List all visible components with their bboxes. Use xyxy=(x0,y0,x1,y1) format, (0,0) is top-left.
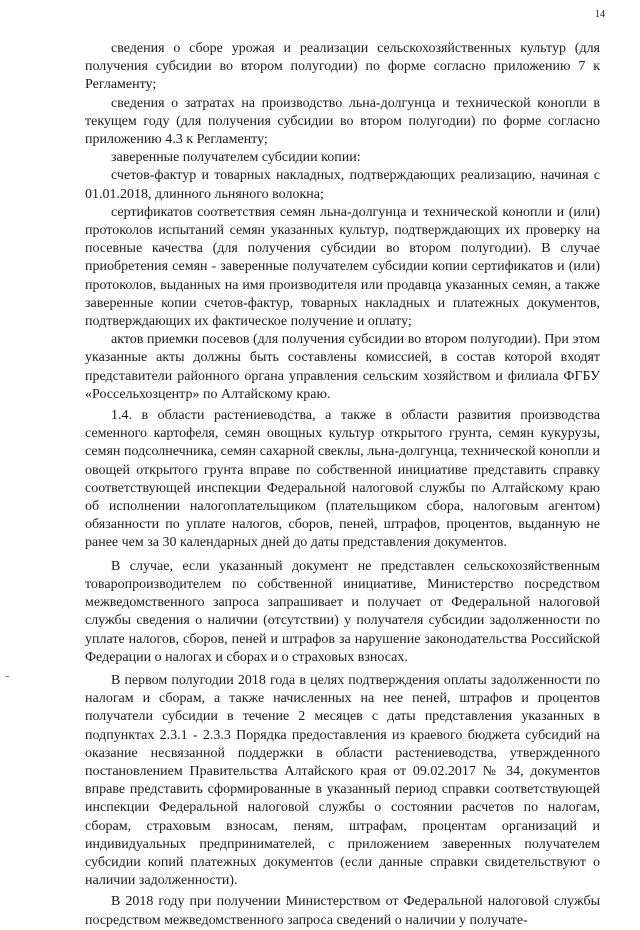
paragraph-invoices: счетов-фактур и товарных накладных, подтверждающих реализацию, начиная с 01.01.2018, длинного льняного волокна; xyxy=(85,168,600,202)
paragraph-flax-costs: сведения о затратах на производство льна-долгунца и технической конопли в текущем году (для получения субсидии во втором полугодии) по форме согласно приложению 4.3 к Регламенту; xyxy=(85,95,600,148)
margin-mark xyxy=(5,676,9,677)
paragraph-interagency-request: В случае, если указанный документ не представлен сельскохозяйственным товаропроизводителем по собственной инициативе, Министерство посредством межведомственного запроса запрашивает и получает от Федеральной налоговой службы сведения о наличии (отсутствии) у получателя субсидии задолженности по уплате налогов, сборов, пеней и штрафов за нарушение законодательства Российской Федерации о налогах и сборах и о страховых взносах. xyxy=(85,558,600,665)
paragraph-crop-acceptance: актов приемки посевов (для получения субсидии во втором полугодии). При этом указанные акты должны быть составлены комиссией, в состав которой входят представители районного органа управления сельским хозяйством и филиала ФГБУ «Россельхозцентр» по Алтайскому краю. xyxy=(85,332,600,402)
paragraph-first-half-2018: В первом полугодии 2018 года в целях подтверждения оплаты задолженности по налогам и сборам, а также начисленных на нее пеней, штрафов и процентов получатели субсидии в течение 2 месяцев с даты представления указанных в подпунктах 2.3.1 - 2.3.3 Порядка предоставления из краевого бюджета субсидий на оказание несвязанной поддержки в области растениеводства, утвержденного постановлением Правительства Алтайского края от 09.02.2017 № 34, документов вправе представить сформированные в указанный период справки соответствующей инспекции Федеральной налоговой службы о состоянии расчетов по налогам, сборам, страховым взносам, пеням, штрафам, процентам организаций и индивидуальных предпринимателей, с приложением заверенных получателем субсидии копий платежных документов (если данные справки свидетельствуют о наличии задолженности). xyxy=(85,672,600,889)
document-body xyxy=(85,40,600,930)
page-number: 14 xyxy=(595,9,605,20)
paragraph-harvest-info: сведения о сборе урожая и реализации сельскохозяйственных культур (для получения субсидии во втором полугодии) по форме согласно приложению 7 к Регламенту; xyxy=(85,41,600,93)
paragraph-certified-copies: заверенные получателем субсидии копии: xyxy=(111,150,361,166)
paragraph-2018-tax-service: В 2018 году при получении Министерством от Федеральной налоговой службы посредством межведомственного запроса сведений о наличии у получате- xyxy=(85,894,600,928)
paragraph-seed-certificates: сертификатов соответствия семян льна-долгунца и технической конопли и (или) протоколов испытаний семян указанных культур, подтверждающих их проверку на посевные качества (для получения субсидии во втором полугодии). В случае приобретения семян - заверенные получателем субсидии копии сертификатов и (или) протоколов, выданных на имя производителя или продавца указанных семян, а также заверенные копии счетов-фактур, товарных накладных и платежных документов, подтверждающих их фактическое получение и оплату; xyxy=(85,204,600,330)
paragraph-section-1-4: 1.4. в области растениеводства, а также в области развития производства семенного картофеля, семян овощных культур открытого грунта, семян кукурузы, семян подсолнечника, семян сахарной свеклы, льна-долгунца, технической конопли и овощей открытого грунта вправе по собственной инициативе представить справку соответствующей инспекции Федеральной налоговой службы по Алтайскому краю об исполнении налогоплательщиком (плательщиком сбора, налоговым агентом) обязанности по уплате налогов, сборов, пеней, штрафов, процентов, выданную не ранее чем за 30 календарных дней до даты представления документов. xyxy=(85,408,600,551)
